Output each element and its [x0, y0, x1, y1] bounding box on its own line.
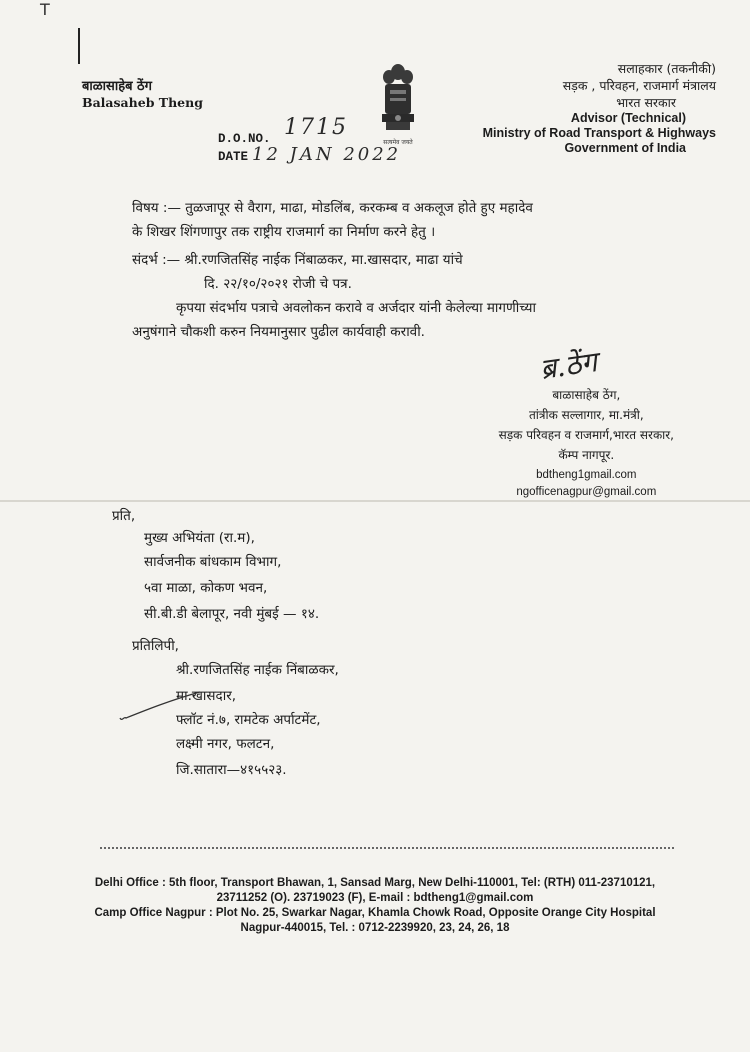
emblem-caption: सत्यमेव जयते	[383, 139, 413, 146]
corner-mark: T	[40, 0, 50, 19]
paper-fold-line	[0, 500, 750, 502]
recipient-line-2: सार्वजनीक बांधकाम विभाग,	[144, 554, 282, 570]
pen-stroke-mark	[116, 688, 206, 724]
signature-block	[499, 385, 674, 499]
ministry-english: Ministry of Road Transport & Highways	[482, 126, 716, 140]
signatory-email-1: bdtheng1gmail.com	[536, 469, 637, 481]
copy-line-3: फ्लॉट नं.७, रामटेक अर्पाटमेंट,	[176, 712, 321, 728]
handwritten-signature: ब्र.ठेंग	[538, 345, 600, 386]
copy-line-4: लक्ष्मी नगर, फलटन,	[176, 736, 275, 752]
recipient-line-1: मुख्य अभियंता (रा.म),	[144, 530, 255, 546]
copy-line-1: श्री.रणजितसिंह नाईक निंबाळकर,	[176, 662, 339, 678]
copy-label: प्रतिलिपी,	[132, 638, 179, 654]
reference-line-2: दि. २२/१०/२०२१ रोजी चे पत्र.	[204, 276, 352, 292]
footer-contact	[60, 876, 690, 936]
body-line-2: अनुषंगाने चौकशी करुन नियमानुसार पुढील कार्यवाही करावी.	[132, 324, 425, 340]
copy-line-2: मा.खासदार,	[176, 688, 237, 704]
recipient-line-3: ५वा माळा, कोकण भवन,	[144, 580, 268, 596]
date-label: DATE	[218, 150, 249, 164]
date-stamp: 12 JAN 2022	[252, 144, 402, 165]
national-emblem-icon	[376, 60, 420, 152]
subject-line-2: के शिखर शिंगणापुर तक राष्ट्रीय राजमार्ग का निर्माण करने हेतु ।	[132, 224, 436, 240]
do-number-value: 1715	[284, 115, 348, 140]
body-line-1: कृपया संदर्भाय पत्राचे अवलोकन करावे व अर्जदार यांनी केलेल्या मागणीच्या	[176, 300, 536, 316]
recipient-label: प्रति,	[112, 508, 136, 524]
footer-line-2: 23711252 (O). 23719023 (F), E-mail : bdtheng1@gmail.com	[216, 892, 534, 904]
signatory-camp: कॅम्प नागपूर.	[558, 448, 615, 462]
signatory-department: सड़क परिवहन व राजमार्ग,भारत सरकार,	[498, 428, 674, 442]
footer-line-3: Camp Office Nagpur : Plot No. 25, Swarkar Nagar, Khamla Chowk Road, Opposite Orange City Hospital	[94, 907, 656, 919]
subject-line-1: विषय :— तुळजापूर से वैराग, माढा, मोडलिंब, करकम्ब व अकलूज होते हुए महादेव	[132, 200, 533, 216]
do-number-label: D.O.NO.	[218, 132, 271, 146]
title-english: Advisor (Technical)	[570, 111, 686, 125]
margin-stroke	[78, 28, 80, 64]
footer-line-4: Nagpur-440015, Tel. : 0712-2239920, 23, 24, 26, 18	[240, 922, 510, 934]
sender-name-english: Balasaheb Theng	[82, 95, 203, 110]
office-header	[483, 60, 716, 156]
reference-line-1: संदर्भ :— श्री.रणजितसिंह नाईक निंबाळकर, मा.खासदार, माढा यांचे	[132, 252, 463, 268]
copy-line-5: जि.सातारा—४१५५२३.	[176, 762, 287, 778]
government-marathi: भारत सरकार	[616, 95, 676, 110]
ministry-marathi: सड़क , परिवहन, राजमार्ग मंत्रालय	[562, 78, 716, 93]
footer-divider	[100, 847, 674, 849]
footer-line-1: Delhi Office : 5th floor, Transport Bhawan, 1, Sansad Marg, New Delhi-110001, Tel: (RTH) 011-23710121,	[94, 877, 656, 889]
title-marathi: सलाहकार (तकनीकी)	[617, 61, 716, 76]
government-english: Government of India	[564, 141, 686, 155]
signatory-title: तांत्रीक सल्लागार, मा.मंत्री,	[528, 408, 644, 422]
signatory-email-2: ngofficenagpur@gmail.com	[516, 486, 657, 498]
sender-name-marathi: बाळासाहेब ठेंग	[82, 79, 152, 94]
recipient-line-4: सी.बी.डी बेलापूर, नवी मुंबई — १४.	[144, 606, 320, 622]
signatory-name: बाळासाहेब ठेंग,	[552, 388, 621, 402]
